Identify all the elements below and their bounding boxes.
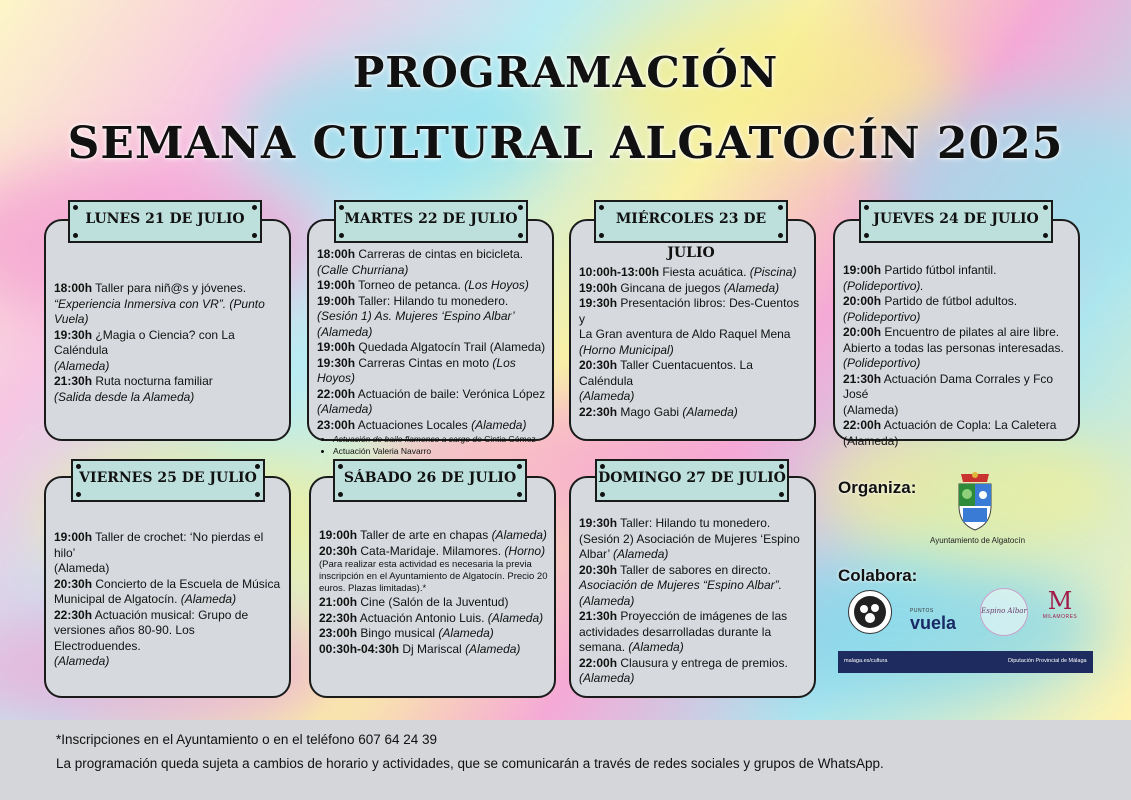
event-line <box>579 656 808 672</box>
event-line <box>843 279 1072 295</box>
event-text: Taller Cuentacuentos. La Caléndula <box>579 358 753 388</box>
event-location: (Alameda) <box>465 641 521 656</box>
event-line <box>579 281 808 297</box>
event-time: 19:30h <box>579 296 618 310</box>
event-time: 19:00h <box>317 278 356 292</box>
event-line <box>54 530 283 561</box>
event-line <box>317 278 546 294</box>
event-time: 20:30h <box>54 576 93 591</box>
event-line <box>579 358 808 389</box>
event-text: Actuación de Copla: La Caletera <box>881 418 1057 432</box>
event-line <box>843 294 1072 310</box>
event-time: 22:00h <box>579 655 618 670</box>
event-line <box>579 532 808 548</box>
event-time: 22:30h <box>54 607 93 622</box>
puntos-vuela-logo: PUNTOS vuela <box>910 608 957 633</box>
registration-note: (Para realizar esta actividad es necesaria la previa inscripción en el Ayuntamiento de Algatocín. Precio 20 euros. Plazas limitadas).* <box>319 559 548 594</box>
day-card-martes <box>307 219 554 456</box>
event-line <box>843 325 1072 341</box>
coat-of-arms-icon <box>955 470 995 532</box>
day-label-miercoles: MIÉRCOLES 23 DE JULIO <box>594 200 788 243</box>
event-time: 18:00h <box>54 281 93 295</box>
event-line <box>317 356 546 387</box>
event-text: Taller: Hilando tu monedero. <box>355 293 509 308</box>
event-text: ¿Magia o Ciencia? con La Caléndula <box>54 327 235 357</box>
association-logo-icon <box>848 590 892 634</box>
event-text: Taller para niñ@s y jóvenes. <box>92 281 247 295</box>
list-item <box>333 433 546 445</box>
event-text: Actuación musical: Grupo de <box>92 607 249 622</box>
event-location: (Polideportivo) <box>843 309 921 324</box>
event-line <box>54 561 283 577</box>
event-line <box>54 623 283 654</box>
event-location: (Los Hoyos) <box>317 355 516 385</box>
day-card-viernes <box>44 476 291 698</box>
event-time: 10:00h-13:00h <box>579 265 660 279</box>
event-location: (Piscina) <box>749 265 797 279</box>
event-line <box>843 356 1072 372</box>
event-time: 19:30h <box>579 516 618 530</box>
day-label-jueves: JUEVES 24 DE JULIO <box>859 200 1053 243</box>
event-location: (Horno Municipal) <box>579 342 674 357</box>
event-location: (Alameda) <box>487 610 544 625</box>
event-text: Fiesta acuática. <box>659 265 750 279</box>
event-location: (Alameda) <box>317 402 373 416</box>
event-line <box>843 263 1072 279</box>
subitem-text: Actuación Valeria Navarro <box>333 446 432 456</box>
diputacion-banner: malaga.es/cultura Diputación Provincial de Málaga <box>838 651 1093 673</box>
event-line <box>579 389 808 405</box>
event-line <box>317 294 546 310</box>
event-line <box>319 642 548 658</box>
event-text: Presentación libros: Des-Cuentos y <box>579 296 800 326</box>
event-line <box>54 297 283 328</box>
event-time: 18:00h <box>317 247 356 261</box>
event-text: Carreras Cintas en moto <box>355 355 493 370</box>
event-text: (Alameda) <box>843 402 899 417</box>
event-line <box>579 327 808 343</box>
event-text: Clausura y entrega de premios. <box>617 655 788 670</box>
event-text: Actuación Antonio Luis. <box>357 610 488 625</box>
event-text: Dj Mariscal <box>399 641 466 656</box>
footer-inscription-note: *Inscripciones en el Ayuntamiento o en el teléfono 607 64 24 39 <box>56 732 438 747</box>
event-time: 19:00h <box>319 528 358 542</box>
event-location: Asociación de Mujeres “Espino Albar”. <box>579 578 782 592</box>
event-text: Actuaciones Locales <box>355 417 472 432</box>
day-card-lunes <box>44 219 291 441</box>
event-line <box>319 544 548 560</box>
day-label-lunes: LUNES 21 DE JULIO <box>68 200 262 243</box>
event-text: Encuentro de pilates al aire libre. <box>881 325 1060 339</box>
event-time: 21:30h <box>843 371 882 386</box>
event-time: 22:00h <box>843 418 882 432</box>
event-location: (Alameda) <box>613 547 669 561</box>
event-line <box>54 359 283 375</box>
event-location: (Sesión 1) As. Mujeres ‘Espino Albar’ (Alameda) <box>317 309 514 339</box>
footer-disclaimer: La programación queda sujeta a cambios de horario y actividades, que se comunicarán a través de redes sociales y grupos de WhatsApp. <box>56 756 884 771</box>
event-text: versiones años 80-90. Los Electroduendes. <box>54 623 195 653</box>
day-label-viernes: VIERNES 25 DE JULIO <box>71 459 265 502</box>
event-text: (Sesión 2) Asociación de Mujeres ‘Espino <box>579 531 800 546</box>
organiza-label: Organiza: <box>838 478 917 497</box>
event-location: (Alameda) <box>491 528 547 542</box>
event-line <box>317 418 546 434</box>
event-time: 21:30h <box>579 609 618 623</box>
event-text: (Alameda) <box>54 561 110 575</box>
event-text: Proyección de imágenes de las <box>617 609 788 623</box>
day-label-martes: MARTES 22 DE JULIO <box>334 200 528 243</box>
event-line <box>54 608 283 624</box>
day-label-sabado: SÁBADO 26 DE JULIO <box>333 459 527 502</box>
event-text: Cata-Maridaje. Milamores. <box>357 543 505 558</box>
event-line <box>843 434 1072 450</box>
event-line <box>579 516 808 532</box>
event-line <box>54 374 283 390</box>
event-line <box>317 402 546 418</box>
event-line <box>54 281 283 297</box>
event-time: 00:30h-04:30h <box>319 641 400 656</box>
event-text: Torneo de petanca. <box>355 278 465 292</box>
footer <box>0 720 1131 800</box>
event-time: 21:00h <box>319 595 358 609</box>
event-line <box>843 310 1072 326</box>
event-line <box>843 403 1072 419</box>
event-line <box>319 528 548 544</box>
event-line <box>317 263 546 279</box>
event-text: Concierto de la Escuela de Música <box>92 576 281 591</box>
event-time: 19:30h <box>54 327 93 342</box>
event-line <box>54 390 283 406</box>
event-time: 19:00h <box>843 263 882 277</box>
event-location: (Alameda) <box>180 592 237 606</box>
event-line <box>317 309 546 340</box>
event-time: 20:30h <box>579 562 618 577</box>
event-time: 22:30h <box>579 404 618 419</box>
list-item <box>333 445 546 457</box>
subitem-em: Actuación de baile flamenco a cargo de <box>333 434 482 444</box>
event-text: Abierto a todas las personas interesadas. <box>843 340 1064 355</box>
event-location: (Alameda) <box>579 389 635 403</box>
event-line <box>579 594 808 610</box>
event-line <box>843 341 1072 357</box>
day-card-domingo <box>569 476 816 698</box>
espino-albar-logo: Espino Albar <box>980 588 1028 636</box>
event-location: (Alameda) <box>579 671 635 685</box>
event-text: Gincana de juegos <box>617 280 724 295</box>
event-text: Mago Gabi <box>617 404 683 419</box>
event-location: (Alameda) <box>471 417 527 432</box>
event-line <box>579 343 808 359</box>
day-card-jueves <box>833 219 1080 448</box>
event-time: 20:00h <box>843 325 882 339</box>
event-line <box>54 654 283 670</box>
event-location: (Alameda) <box>628 640 684 654</box>
martes-subitems <box>317 433 546 457</box>
event-location: (Alameda) <box>54 358 110 373</box>
event-line <box>843 372 1072 403</box>
event-location: (Polideportivo). <box>843 278 924 293</box>
event-text: Bingo musical <box>357 626 439 640</box>
event-text: Taller: Hilando tu monedero. <box>617 516 771 530</box>
event-line <box>579 578 808 594</box>
event-text: Partido fútbol infantil. <box>881 263 997 277</box>
event-text: La Gran aventura de Aldo Raquel Mena <box>579 327 791 341</box>
event-time: 23:00h <box>317 417 356 432</box>
event-text: actividades desarrolladas durante la <box>579 624 772 639</box>
event-time: 23:00h <box>319 626 358 640</box>
event-text: Taller de sabores en directo. <box>617 562 771 577</box>
event-time: 19:00h <box>317 340 356 354</box>
event-time: 20:00h <box>843 294 882 308</box>
event-location: (Salida desde la Alameda) <box>54 389 195 404</box>
event-text: Municipal de Algatocín. <box>54 592 181 606</box>
milamores-logo: M MILAMORES <box>1042 587 1078 620</box>
event-location: (Polideportivo) <box>843 356 921 370</box>
event-line <box>579 625 808 641</box>
event-line <box>317 340 546 356</box>
page-title: PROGRAMACIÓN <box>352 48 779 97</box>
event-text: Carreras de cintas en bicicleta. <box>355 247 524 261</box>
event-time: 22:00h <box>317 386 356 401</box>
event-time: 19:30h <box>317 355 356 370</box>
event-location: (Alameda) <box>438 626 494 640</box>
event-line <box>843 418 1072 434</box>
event-location: (Alameda) <box>579 593 635 608</box>
event-time: 22:30h <box>319 610 358 625</box>
event-location: (Calle Churriana) <box>317 262 409 277</box>
event-line <box>319 595 548 611</box>
event-text: Quedada Algatocín Trail (Alameda) <box>355 340 546 354</box>
event-line <box>579 296 808 327</box>
event-location: (Alameda) <box>682 404 738 419</box>
event-line <box>579 563 808 579</box>
page-subtitle: SEMANA CULTURAL ALGATOCÍN 2025 <box>67 118 1064 169</box>
event-line <box>319 611 548 627</box>
event-time: 19:00h <box>54 530 93 544</box>
event-location: (Alameda) <box>723 280 780 295</box>
day-card-sabado <box>309 476 556 698</box>
event-location: (Los Hoyos) <box>464 278 529 292</box>
event-line <box>54 328 283 359</box>
event-text: Ruta nocturna familiar <box>92 374 213 388</box>
event-text: (Alameda) <box>843 433 899 448</box>
event-time: 21:30h <box>54 374 93 388</box>
event-text: Partido de fútbol adultos. <box>881 294 1018 308</box>
subitem-text: Cintia Gómez <box>481 434 536 444</box>
event-line <box>579 640 808 656</box>
event-text: Actuación Dama Corrales y Fco José <box>843 371 1054 401</box>
colabora-label: Colabora: <box>838 566 918 585</box>
event-line <box>579 671 808 687</box>
event-line <box>54 592 283 608</box>
event-time: 19:00h <box>317 293 356 308</box>
event-line <box>54 577 283 593</box>
event-text: Albar’ <box>579 547 614 561</box>
event-time: 19:00h <box>579 280 618 295</box>
day-label-domingo: DOMINGO 27 DE JULIO <box>595 459 789 502</box>
event-location: (Horno) <box>504 543 546 558</box>
event-line <box>319 626 548 642</box>
event-text: Taller de arte en chapas <box>357 528 492 542</box>
event-location: “Experiencia Inmersiva con VR”. (Punto Vuela) <box>54 296 265 326</box>
event-time: 20:30h <box>579 358 618 372</box>
event-time: 20:30h <box>319 543 358 558</box>
event-line <box>579 405 808 421</box>
event-line <box>317 387 546 403</box>
event-text: semana. <box>579 640 629 654</box>
event-location: (Alameda) <box>54 654 110 668</box>
event-text: Actuación de baile: Verónica López <box>355 386 546 401</box>
event-text: Cine (Salón de la Juventud) <box>357 595 509 609</box>
event-line <box>579 547 808 563</box>
ayuntamiento-caption: Ayuntamiento de Algatocín <box>930 536 1026 545</box>
event-line <box>317 247 546 263</box>
event-line <box>579 609 808 625</box>
event-text: Taller de crochet: ‘No pierdas el hilo’ <box>54 530 264 560</box>
